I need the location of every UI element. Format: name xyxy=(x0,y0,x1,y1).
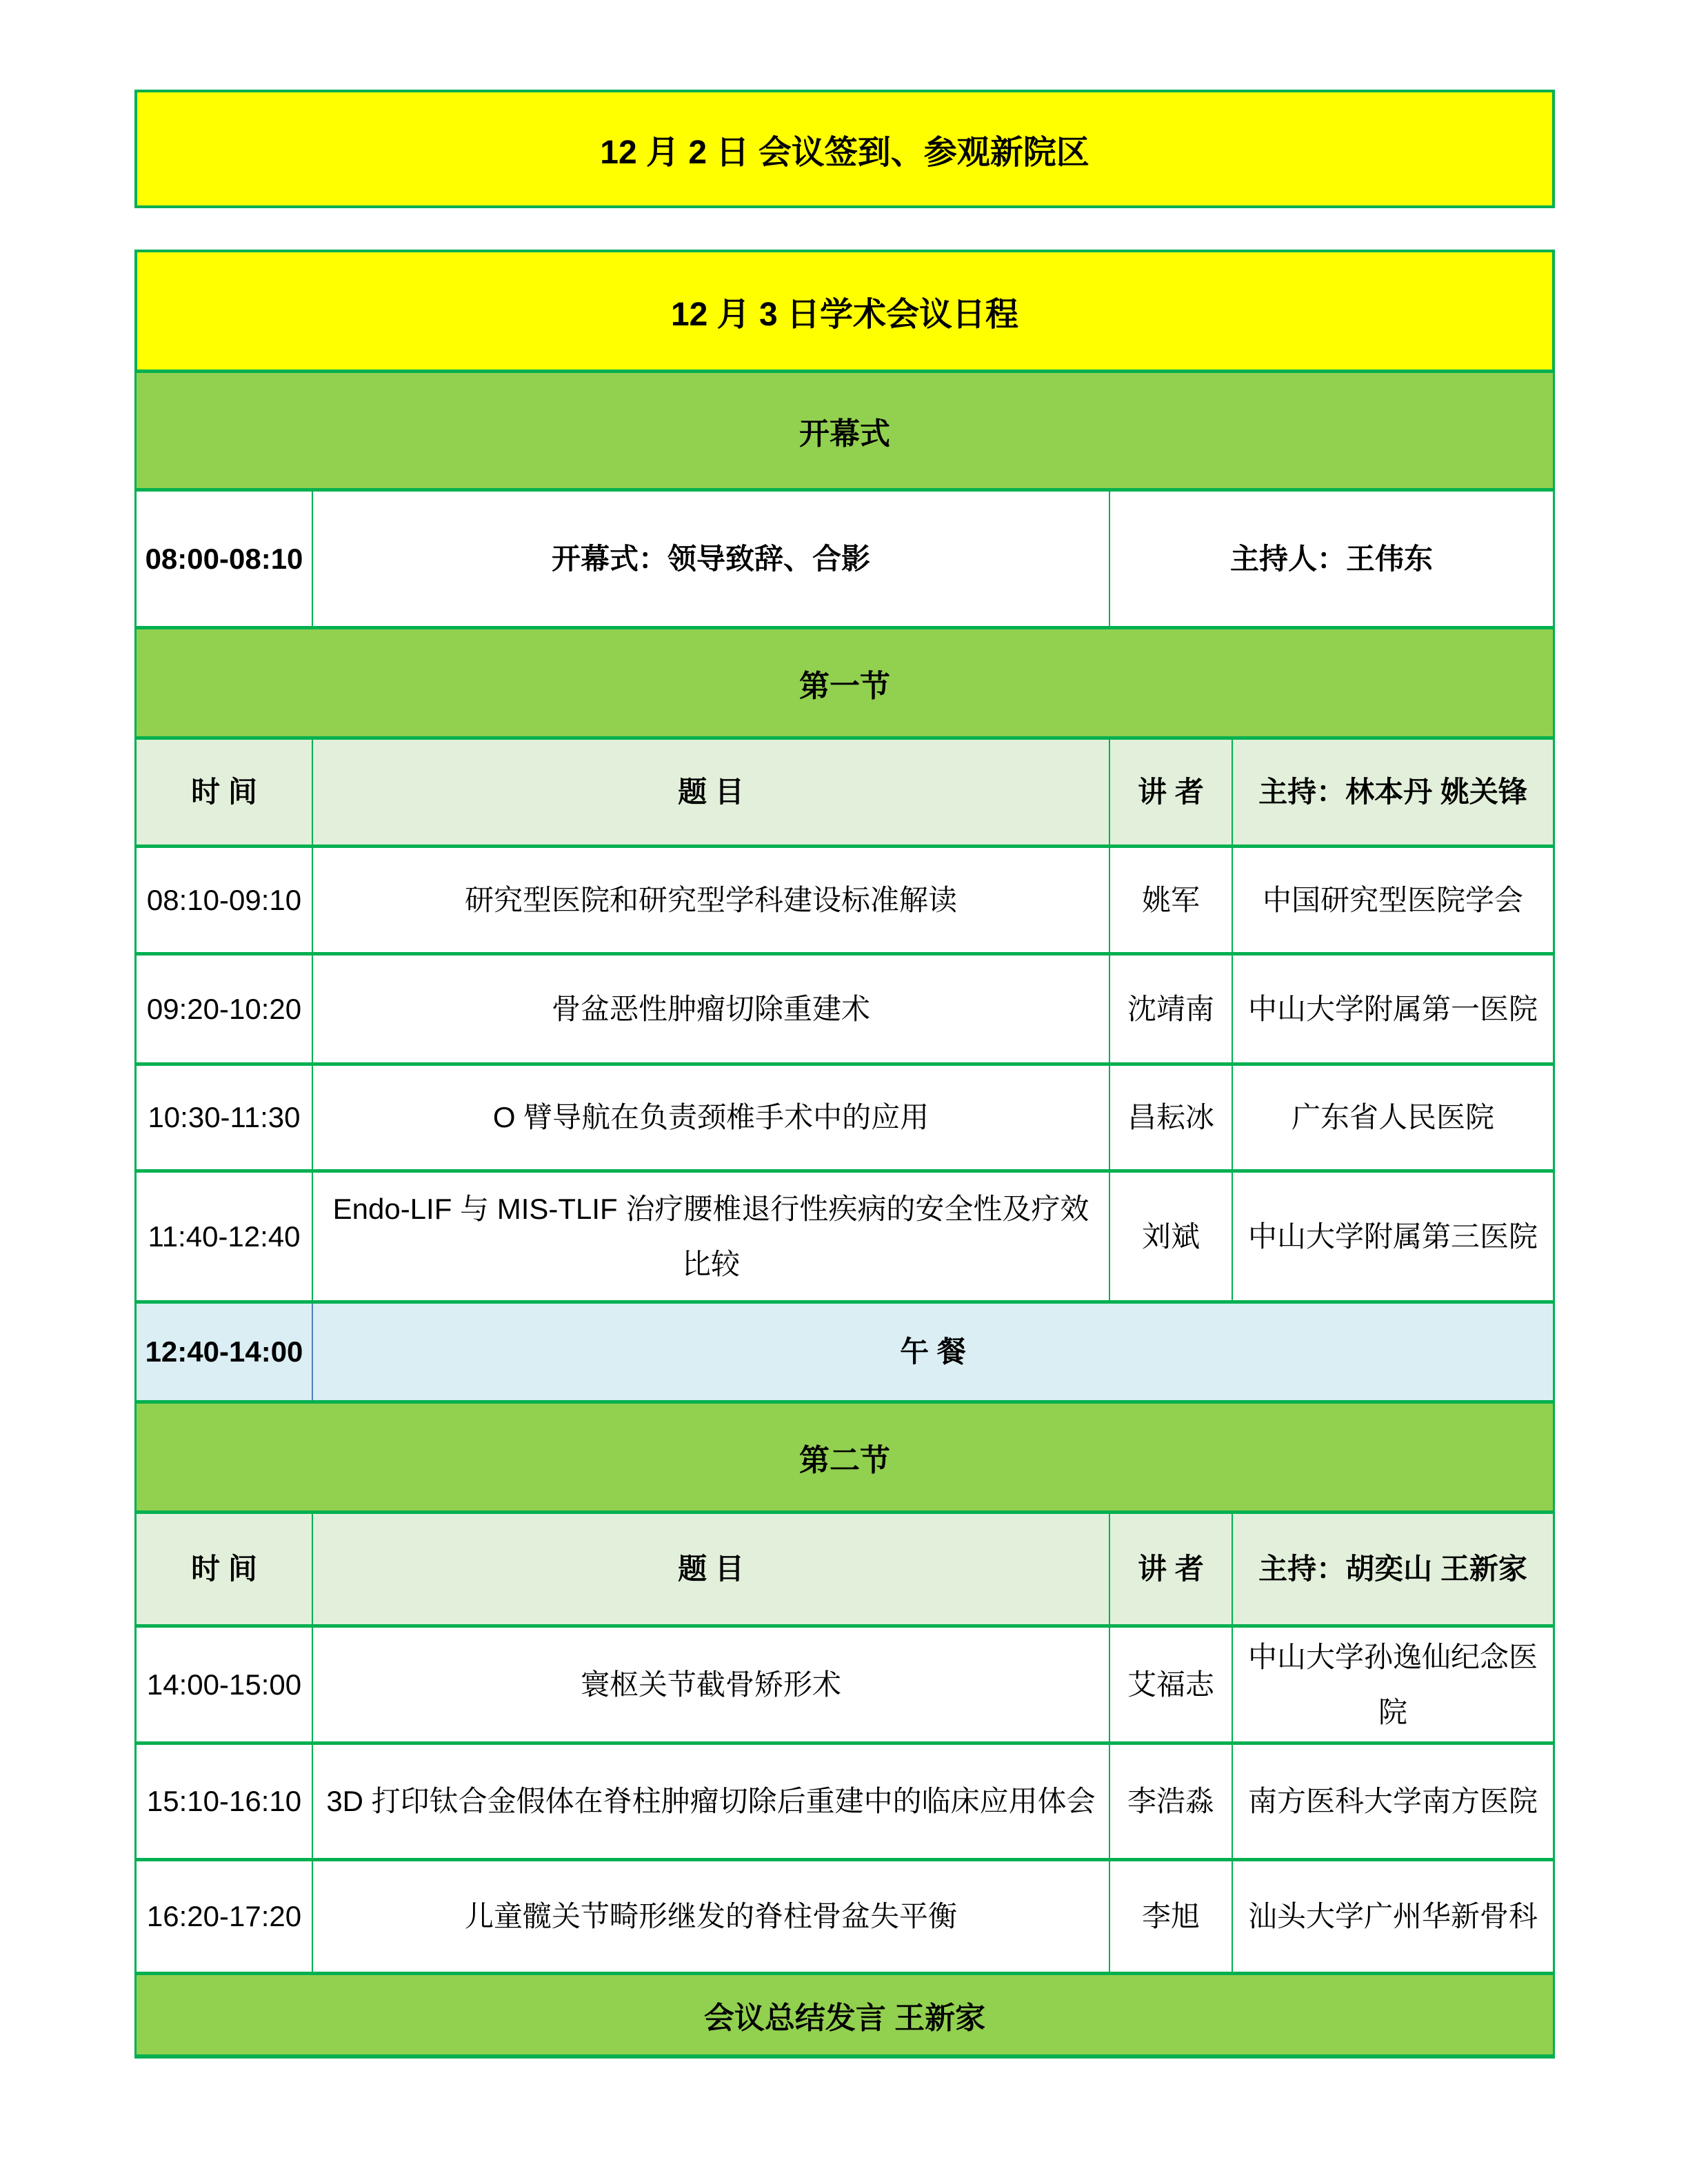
table-row xyxy=(137,1741,1553,1858)
banner-day1-title: 12 月 2 日 会议签到、参观新院区 xyxy=(600,134,1089,171)
title-cell: 开幕式：领导致辞、合影 xyxy=(312,492,1109,626)
band-opening-label: 开幕式 xyxy=(799,416,890,451)
column-header-time: 时 间 xyxy=(191,776,257,809)
table-row xyxy=(137,1169,1553,1300)
speaker-cell: 沈靖南 xyxy=(1109,956,1232,1062)
title-cell: O 臂导航在负责颈椎手术中的应用 xyxy=(312,1066,1109,1169)
time-cell: 15:10-16:10 xyxy=(146,1785,302,1818)
speaker-cell: 姚军 xyxy=(1109,848,1232,952)
affiliation-cell: 中山大学附属第一医院 xyxy=(1232,956,1553,1062)
column-header-title: 题 目 xyxy=(312,740,1109,845)
schedule-table xyxy=(134,370,1555,2059)
banner-day1 xyxy=(134,90,1555,208)
banner-day2 xyxy=(134,250,1555,370)
table-row xyxy=(137,1062,1553,1169)
host-cell: 主持人：王伟东 xyxy=(1109,492,1553,626)
title-cell: Endo-LIF 与 MIS-TLIF 治疗腰椎退行性疾病的安全性及疗效比较 xyxy=(312,1173,1109,1300)
band-session2 xyxy=(137,1400,1553,1510)
title-cell: 3D 打印钛合金假体在脊柱肿瘤切除后重建中的临床应用体会 xyxy=(312,1745,1109,1858)
opening-row xyxy=(137,488,1553,626)
time-cell: 08:00-08:10 xyxy=(145,542,303,575)
band-session1-label: 第一节 xyxy=(799,669,890,703)
speaker-cell: 昌耘冰 xyxy=(1109,1066,1232,1169)
time-cell: 14:00-15:00 xyxy=(146,1668,302,1701)
table-row xyxy=(137,845,1553,952)
session2-header-row xyxy=(137,1510,1553,1624)
band-session1 xyxy=(137,626,1553,736)
title-cell: 寰枢关节截骨矫形术 xyxy=(312,1628,1109,1741)
speaker-cell: 艾福志 xyxy=(1109,1628,1232,1741)
speaker-cell: 李旭 xyxy=(1109,1861,1232,1972)
title-cell: 骨盆恶性肿瘤切除重建术 xyxy=(312,956,1109,1062)
column-header-speaker: 讲 者 xyxy=(1109,1514,1232,1624)
footer-band xyxy=(137,1972,1553,2054)
speaker-cell: 刘斌 xyxy=(1109,1173,1232,1300)
affiliation-cell: 南方医科大学南方医院 xyxy=(1232,1745,1553,1858)
affiliation-cell: 广东省人民医院 xyxy=(1232,1066,1553,1169)
time-cell: 16:20-17:20 xyxy=(146,1900,302,1933)
time-cell: 12:40-14:00 xyxy=(145,1335,303,1368)
column-header-title: 题 目 xyxy=(312,1514,1109,1624)
banner-gap xyxy=(134,208,1555,250)
speaker-cell: 李浩淼 xyxy=(1109,1745,1232,1858)
affiliation-cell: 中山大学附属第三医院 xyxy=(1232,1173,1553,1300)
title-cell: 儿童髋关节畸形继发的脊柱骨盆失平衡 xyxy=(312,1861,1109,1972)
table-row xyxy=(137,1858,1553,1972)
title-cell: 研究型医院和研究型学科建设标准解读 xyxy=(312,848,1109,952)
affiliation-cell: 汕头大学广州华新骨科 xyxy=(1232,1861,1553,1972)
time-cell: 10:30-11:30 xyxy=(148,1101,301,1134)
band-opening-ceremony xyxy=(137,370,1553,488)
time-cell: 11:40-12:40 xyxy=(148,1220,301,1253)
table-row xyxy=(137,1624,1553,1741)
schedule-content xyxy=(134,90,1555,2059)
time-cell: 09:20-10:20 xyxy=(146,992,302,1025)
column-header-host: 主持：林本丹 姚关锋 xyxy=(1232,740,1553,845)
affiliation-cell: 中山大学孙逸仙纪念医院 xyxy=(1232,1628,1553,1741)
column-header-speaker: 讲 者 xyxy=(1109,740,1232,845)
session1-header-row xyxy=(137,736,1553,845)
lunch-label: 午 餐 xyxy=(312,1304,1553,1400)
lunch-row xyxy=(137,1300,1553,1400)
banner-day2-title: 12 月 3 日学术会议日程 xyxy=(670,296,1019,333)
column-header-host: 主持：胡奕山 王新家 xyxy=(1232,1514,1553,1624)
time-cell: 08:10-09:10 xyxy=(146,883,302,916)
band-session2-label: 第二节 xyxy=(799,1443,890,1477)
table-row xyxy=(137,952,1553,1062)
affiliation-cell: 中国研究型医院学会 xyxy=(1232,848,1553,952)
footer-label: 会议总结发言 王新家 xyxy=(703,2001,986,2035)
column-header-time: 时 间 xyxy=(191,1553,257,1586)
